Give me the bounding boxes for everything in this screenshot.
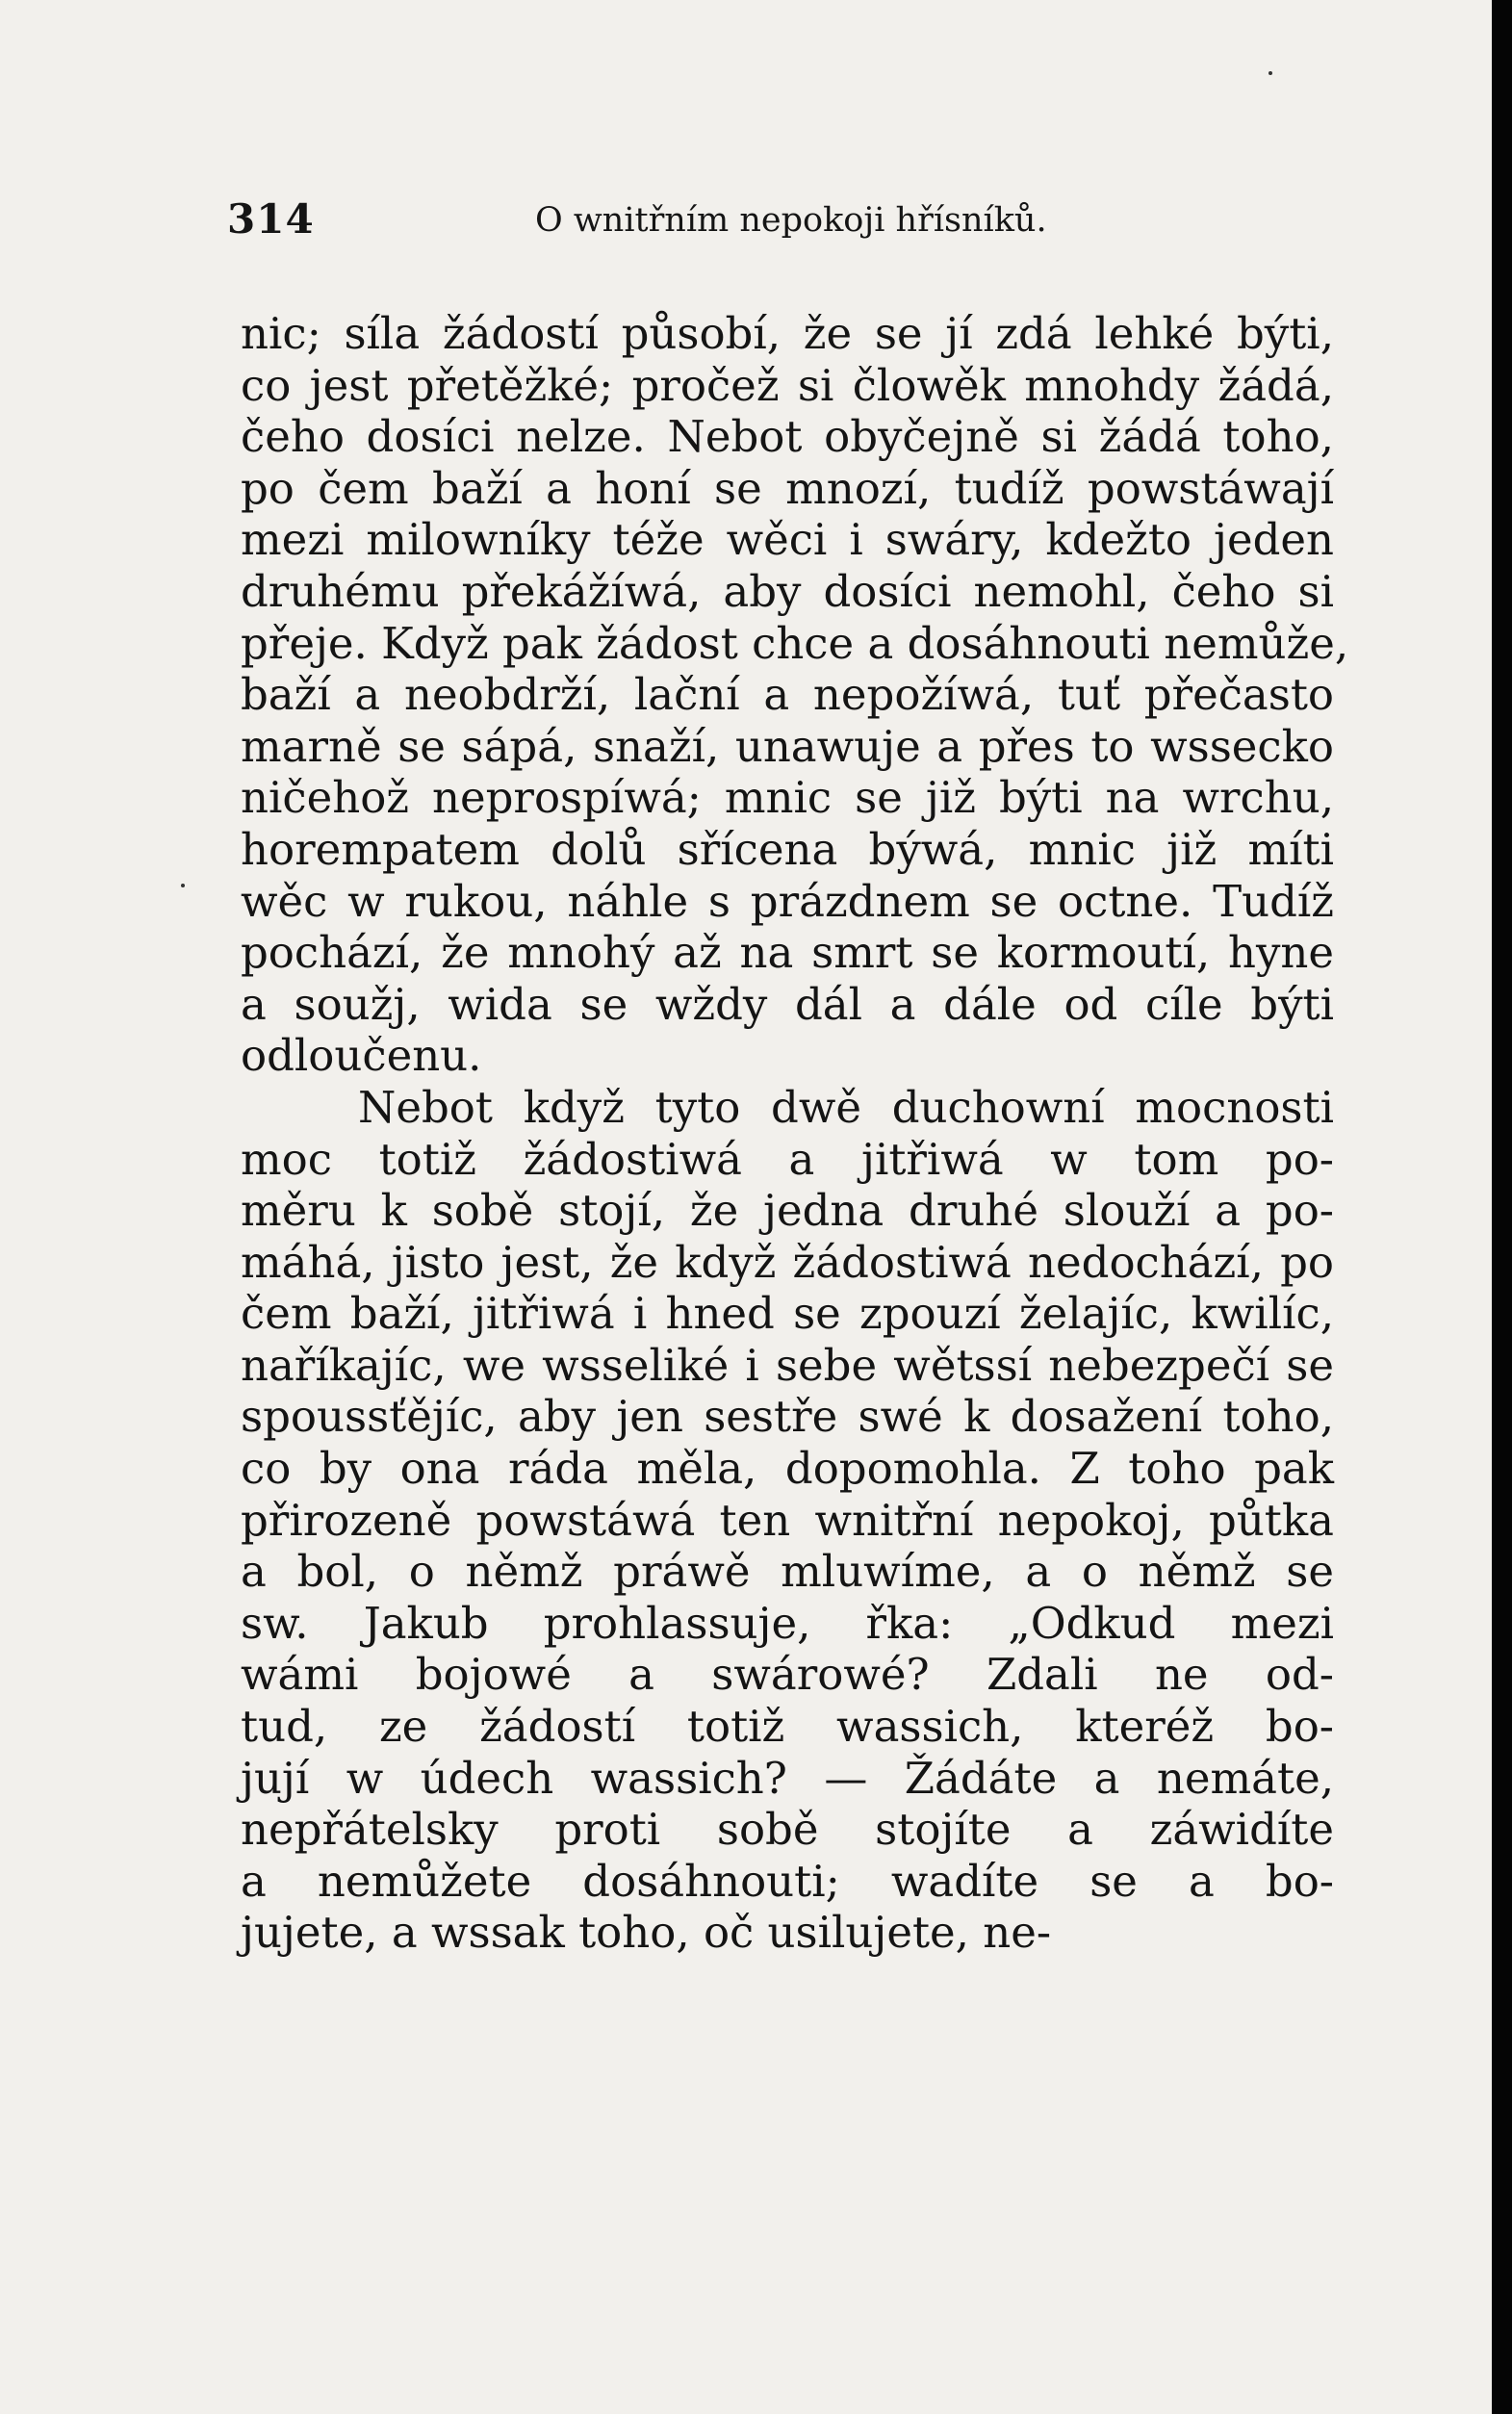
text-line: a nemůžete dosáhnouti; wadíte se a bo- <box>241 1855 1334 1907</box>
text-line: naříkajíc, we wsseliké i sebe wětssí nebezpečí se <box>241 1339 1334 1391</box>
text-line: moc totiž žádostiwá a jitřiwá w tom po- <box>241 1133 1334 1185</box>
text-line: horempatem dolů sřícena býwá, mnic již míti <box>241 823 1334 875</box>
text-line: tud, ze žádostí totiž wassich, kteréž bo- <box>241 1701 1334 1753</box>
text-line: sw. Jakub prohlassuje, řka: „Odkud mezi <box>241 1597 1334 1649</box>
text-line: mezi milowníky téže wěci i swáry, kdežto jeden <box>241 514 1334 566</box>
running-head <box>227 195 1334 253</box>
running-title: O wnitřním nepokoji hřísníků. <box>535 201 1047 240</box>
text-line: a soužj, wida se wždy dál a dále od cíle býti <box>241 978 1334 1030</box>
text-line: Nebot když tyto dwě duchowní mocnosti <box>358 1081 1334 1133</box>
text-line: po čem baží a honí se mnozí, tudíž powstáwají <box>241 462 1334 514</box>
text-line: máhá, jisto jest, že když žádostiwá nedochází, po <box>241 1236 1334 1288</box>
text-line: nic; síla žádostí působí, že se jí zdá lehké býti, <box>241 308 1334 359</box>
text-line: jujete, a wssak toho, oč usilujete, ne- <box>241 1907 1052 1959</box>
text-line: jují w údech wassich? — Žádáte a nemáte, <box>241 1752 1334 1804</box>
text-line: přeje. Když pak žádost chce a dosáhnouti nemůže, <box>241 617 1349 669</box>
text-line: ničehož neprospíwá; mnic se již býti na wrchu, <box>241 772 1334 824</box>
text-line: co by ona ráda měla, dopomohla. Z toho pak <box>241 1443 1334 1495</box>
dust-speck <box>1269 71 1272 75</box>
text-line: nepřátelsky proti sobě stojíte a záwidíte <box>241 1804 1334 1856</box>
text-line: a bol, o němž práwě mluwíme, a o němž se <box>241 1546 1334 1598</box>
dust-speck <box>181 884 185 887</box>
text-line: pochází, že mnohý až na smrt se kormoutí, hyne <box>241 927 1334 979</box>
page-number: 314 <box>227 195 315 243</box>
text-line: přirozeně powstáwá ten wnitřní nepokoj, půtka <box>241 1494 1334 1546</box>
text-line: baží a neobdrží, lační a nepožíwá, tuť přečasto <box>241 669 1334 721</box>
text-line: marně se sápá, snaží, unawuje a přes to wsseckо <box>241 720 1334 772</box>
text-line: spoussťějíc, aby jen sestře swé k dosažení toho, <box>241 1391 1334 1443</box>
text-line: čeho dosíci nelze. Nebot obyčejně si žádá toho, <box>241 411 1334 463</box>
text-line: wěc w rukou, náhle s prázdnem se octne. Tudíž <box>241 875 1334 927</box>
text-line: wámi bojowé a swárowé? Zdali ne od- <box>241 1649 1334 1701</box>
paragraph-container <box>241 308 1349 1959</box>
paragraph <box>241 1082 1334 1959</box>
scan-edge <box>1492 0 1512 2414</box>
text-line: co jest přetěžké; pročež si člowěk mnohdy žádá, <box>241 359 1334 411</box>
paragraph <box>241 308 1349 1082</box>
text-line: čem baží, jitřiwá i hned se zpouzí želajíc, kwilíc, <box>241 1288 1334 1340</box>
text-line: druhému překážíwá, aby dosíci nemohl, čeho si <box>241 565 1334 617</box>
body-text <box>241 308 1349 1959</box>
text-line: odloučenu. <box>241 1030 482 1082</box>
text-line: měru k sobě stojí, že jedna druhé slouží a po- <box>241 1185 1334 1237</box>
